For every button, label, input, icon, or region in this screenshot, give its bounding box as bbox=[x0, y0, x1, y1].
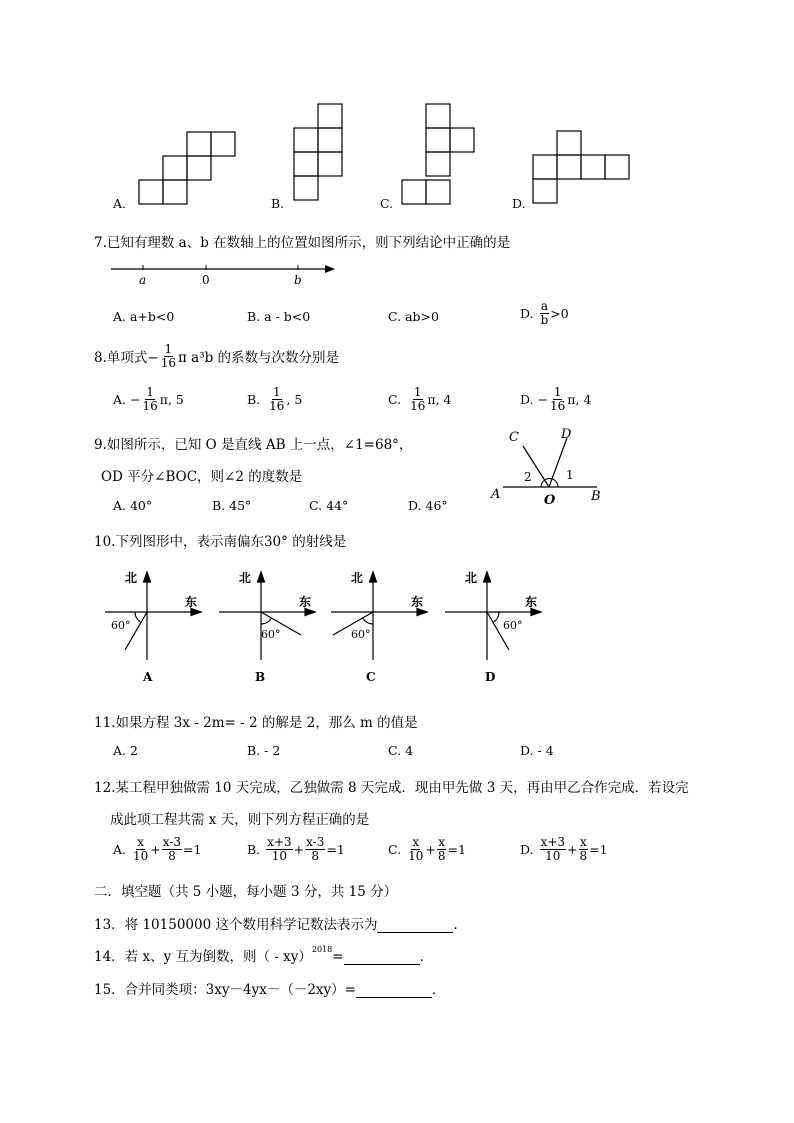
net-c bbox=[402, 104, 474, 204]
q8-a-suffix: π, 5 bbox=[159, 391, 184, 407]
caption-b: B bbox=[255, 670, 266, 684]
q12-c-num1: x bbox=[412, 835, 420, 849]
q9-option-a: A. 40° bbox=[113, 498, 153, 513]
q6-option-a: A. bbox=[113, 196, 127, 211]
q8-d-denominator: 16 bbox=[550, 398, 566, 413]
q12-c-den2: 8 bbox=[437, 848, 446, 863]
q8-option-c bbox=[388, 386, 452, 412]
east-label-b: 东 bbox=[299, 595, 312, 609]
q7-option-b: B. a - b<0 bbox=[247, 309, 311, 324]
q6-option-c: C. bbox=[380, 196, 394, 211]
q9-stem-line2: OD 平分∠BOC，则∠2 的度数是 bbox=[101, 469, 303, 485]
q12-d-eq: =1 bbox=[589, 841, 608, 857]
q8-b-denominator: 16 bbox=[269, 398, 285, 413]
q12-option-a bbox=[113, 836, 201, 862]
angle-label-b: 60° bbox=[261, 628, 281, 641]
q6-nets-figure bbox=[0, 0, 794, 220]
q8-b-numerator: 1 bbox=[272, 385, 281, 399]
q12-d-num2: x bbox=[579, 835, 587, 849]
q12-a-num2: x-3 bbox=[162, 835, 182, 849]
q8-option-b bbox=[247, 386, 302, 412]
q8-stem-numerator: 1 bbox=[164, 342, 173, 356]
q12-b-eq: =1 bbox=[326, 841, 345, 857]
q12-d-den2: 8 bbox=[579, 848, 588, 863]
q14-end: ． bbox=[419, 949, 434, 965]
q12-c-label: C. bbox=[388, 841, 402, 857]
q12-d-den1: 10 bbox=[545, 848, 561, 863]
q7-d-numerator: a bbox=[540, 299, 548, 313]
q11-option-a: A. 2 bbox=[113, 743, 138, 758]
q10-stem: 10.下列图形中，表示南偏东30° 的射线是 bbox=[94, 534, 347, 550]
q7-d-suffix: >0 bbox=[550, 305, 569, 321]
q8-c-prefix: C. bbox=[388, 391, 402, 407]
net-d bbox=[533, 131, 629, 203]
q15-answer-blank[interactable] bbox=[356, 983, 432, 998]
q9-option-b: B. 45° bbox=[212, 498, 252, 513]
q12-stem-line1: 12.某工程甲独做需 10 天完成，乙独做需 8 天完成．现由甲先做 3 天，再由甲乙合作完成．若设完 bbox=[94, 780, 689, 796]
q8-option-a bbox=[113, 386, 184, 412]
q7-d-label: D. bbox=[520, 305, 534, 321]
q12-b-label: B. bbox=[247, 841, 261, 857]
q12-c-den1: 10 bbox=[408, 848, 424, 863]
q9-option-d: D. 46° bbox=[408, 498, 448, 513]
q14-exponent: 2018 bbox=[311, 945, 333, 954]
q12-b-den2: 8 bbox=[311, 848, 320, 863]
axis-label-b: b bbox=[294, 273, 302, 287]
north-label-a: 北 bbox=[125, 571, 138, 585]
angle-figure bbox=[485, 420, 615, 510]
q8-d-suffix: π, 4 bbox=[567, 391, 592, 407]
q14-equals: = bbox=[332, 949, 344, 965]
axis-label-a: a bbox=[139, 273, 147, 287]
q8-d-numerator: 1 bbox=[553, 385, 562, 399]
north-label-b: 北 bbox=[239, 571, 252, 585]
q9-option-c: C. 44° bbox=[309, 498, 349, 513]
q12-c-num2: x bbox=[438, 835, 446, 849]
q12-a-den1: 10 bbox=[133, 848, 149, 863]
q8-c-denominator: 16 bbox=[410, 398, 426, 413]
number-line-figure bbox=[105, 256, 345, 290]
q13-end: ． bbox=[453, 917, 467, 933]
q8-stem-denominator: 16 bbox=[160, 355, 176, 370]
q8-stem-prefix: 8.单项式− bbox=[94, 350, 159, 367]
q12-c-op: + bbox=[425, 841, 436, 857]
q7-option-c: C. ab>0 bbox=[388, 309, 439, 324]
q8-stem-suffix: π a³b 的系数与次数分别是 bbox=[177, 350, 340, 367]
caption-a: A bbox=[143, 670, 153, 684]
label-point-c: C bbox=[509, 430, 519, 445]
q8-c-suffix: π, 4 bbox=[427, 391, 452, 407]
q12-option-b bbox=[247, 836, 345, 862]
net-a bbox=[139, 132, 235, 204]
net-b bbox=[294, 104, 342, 200]
q8-b-suffix: , 5 bbox=[286, 391, 303, 407]
q12-stem-line2: 成此项工程共需 x 天，则下列方程正确的是 bbox=[110, 812, 370, 828]
caption-c: C bbox=[366, 670, 376, 684]
q7-d-denominator: b bbox=[540, 312, 549, 327]
label-point-d: D bbox=[561, 427, 572, 442]
q12-a-op: + bbox=[150, 841, 161, 857]
q12-d-num1: x+3 bbox=[540, 835, 566, 849]
north-label-c: 北 bbox=[351, 571, 364, 585]
q11-option-d: D. - 4 bbox=[520, 743, 554, 758]
q8-a-numerator: 1 bbox=[146, 385, 154, 399]
q15 bbox=[94, 978, 445, 998]
q6-option-b: B. bbox=[271, 196, 285, 211]
q12-b-num1: x+3 bbox=[267, 835, 292, 849]
q12-option-d bbox=[520, 836, 608, 862]
label-angle-2: 2 bbox=[524, 470, 532, 484]
q8-c-numerator: 1 bbox=[413, 385, 422, 399]
north-label-d: 北 bbox=[465, 571, 478, 585]
axis-label-zero: 0 bbox=[202, 273, 210, 287]
q11-stem: 11.如果方程 3x - 2m= - 2 的解是 2，那么 m 的值是 bbox=[94, 715, 418, 731]
q15-end: ． bbox=[431, 982, 446, 998]
q12-b-num2: x-3 bbox=[306, 835, 325, 849]
q8-a-prefix: A. − bbox=[113, 391, 141, 407]
east-label-c: 东 bbox=[411, 595, 424, 609]
q6-option-d: D. bbox=[512, 196, 526, 211]
q12-option-c bbox=[388, 836, 466, 862]
angle-label-d: 60° bbox=[503, 619, 523, 632]
q14 bbox=[94, 945, 433, 965]
east-label-a: 东 bbox=[185, 595, 198, 609]
q11-option-b: B. - 2 bbox=[247, 743, 281, 758]
q8-option-d bbox=[520, 386, 591, 412]
q11-option-c: C. 4 bbox=[388, 743, 414, 758]
east-label-d: 东 bbox=[525, 595, 538, 609]
q13-answer-blank[interactable] bbox=[377, 918, 453, 933]
q8-a-denominator: 16 bbox=[142, 398, 158, 413]
q13 bbox=[94, 913, 467, 933]
angle-label-c: 60° bbox=[351, 628, 371, 641]
label-angle-1: 1 bbox=[566, 468, 574, 482]
q12-b-den1: 10 bbox=[271, 848, 288, 863]
q12-a-den2: 8 bbox=[168, 848, 176, 863]
label-point-o: O bbox=[544, 493, 556, 508]
label-point-b: B bbox=[591, 489, 601, 504]
q13-text: 13．将 10150000 这个数用科学记数法表示为 bbox=[94, 917, 378, 933]
caption-d: D bbox=[485, 670, 496, 684]
q7-option-d bbox=[520, 300, 569, 326]
q8-stem bbox=[94, 343, 339, 369]
q8-d-prefix: D. − bbox=[520, 391, 548, 407]
q12-c-eq: =1 bbox=[447, 841, 466, 857]
q9-stem-line1: 9.如图所示，已知 O 是直线 AB 上一点，∠1=68°， bbox=[94, 437, 413, 453]
q8-b-prefix: B. bbox=[247, 391, 261, 407]
q12-b-op: + bbox=[293, 841, 305, 857]
q12-a-num1: x bbox=[137, 835, 145, 849]
q12-a-label: A. bbox=[113, 841, 127, 857]
q7-stem: 7.已知有理数 a、b 在数轴上的位置如图所示，则下列结论中正确的是 bbox=[94, 235, 511, 251]
q12-d-op: + bbox=[567, 841, 578, 857]
q12-d-label: D. bbox=[520, 841, 534, 857]
angle-label-a: 60° bbox=[111, 619, 131, 632]
q15-text: 15．合并同类项：3xy－4yx－（－2xy）= bbox=[94, 982, 356, 998]
q14-answer-blank[interactable] bbox=[344, 950, 420, 965]
compass-figures bbox=[95, 562, 545, 692]
q14-prefix: 14．若 x、y 互为倒数，则（ - xy） bbox=[94, 949, 312, 965]
label-point-a: A bbox=[491, 487, 501, 502]
section-heading-fill-in: 二．填空题（共 5 小题，每小题 3 分，共 15 分） bbox=[94, 884, 398, 900]
q12-a-eq: =1 bbox=[183, 841, 202, 857]
q7-option-a: A. a+b<0 bbox=[113, 309, 175, 324]
